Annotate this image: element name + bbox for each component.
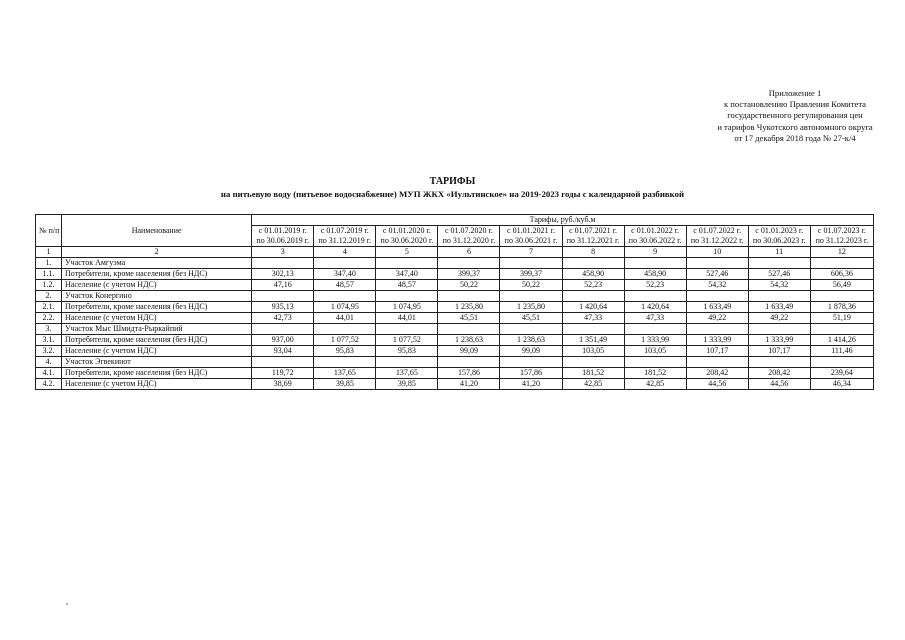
document-title: ТАРИФЫ xyxy=(429,176,476,187)
section-name: Участок Конергино xyxy=(62,291,252,302)
tariff-value: 1 414,26 xyxy=(810,335,873,346)
tariff-value: 181,52 xyxy=(562,368,624,379)
tariff-value: 41,20 xyxy=(500,379,562,390)
empty-cell xyxy=(314,291,376,302)
period-header xyxy=(624,226,686,247)
tariff-value: 399,37 xyxy=(500,269,562,280)
tariff-value: 47,16 xyxy=(252,280,314,291)
column-number: 10 xyxy=(686,247,748,258)
section-row xyxy=(36,357,874,368)
row-name: Население (с учетом НДС) xyxy=(62,280,252,291)
column-number: 8 xyxy=(562,247,624,258)
tariff-value: 181,52 xyxy=(624,368,686,379)
row-number: 1.2. xyxy=(36,280,62,291)
empty-cell xyxy=(810,357,873,368)
period-header xyxy=(686,226,748,247)
period-header xyxy=(252,226,314,247)
tariff-value: 95,83 xyxy=(314,346,376,357)
table-row xyxy=(36,346,874,357)
tariff-value: 48,57 xyxy=(314,280,376,291)
tariff-value: 1 333,99 xyxy=(686,335,748,346)
empty-cell xyxy=(624,324,686,335)
column-number: 12 xyxy=(810,247,873,258)
tariff-value: 399,37 xyxy=(438,269,500,280)
row-number: 1.1. xyxy=(36,269,62,280)
empty-cell xyxy=(686,324,748,335)
empty-cell xyxy=(252,291,314,302)
row-number: 2.1. xyxy=(36,302,62,313)
tariff-value: 1 633,49 xyxy=(748,302,810,313)
empty-cell xyxy=(624,357,686,368)
tariff-value: 48,57 xyxy=(376,280,438,291)
empty-cell xyxy=(314,258,376,269)
row-name: Население (с учетом НДС) xyxy=(62,379,252,390)
period-header xyxy=(810,226,873,247)
section-name: Участок Амгуэма xyxy=(62,258,252,269)
empty-cell xyxy=(562,324,624,335)
column-number: 1 xyxy=(36,247,62,258)
tariff-value: 45,51 xyxy=(500,313,562,324)
tariff-value: 1 420,64 xyxy=(624,302,686,313)
column-number: 11 xyxy=(748,247,810,258)
period-to: по 31.12.2020 г. xyxy=(442,236,496,245)
row-number: 4.1. xyxy=(36,368,62,379)
tariff-value: 50,22 xyxy=(500,280,562,291)
column-number: 3 xyxy=(252,247,314,258)
appendix-line: от 17 декабря 2018 года № 27-к/4 xyxy=(734,132,856,143)
empty-cell xyxy=(748,258,810,269)
tariff-value: 39,85 xyxy=(314,379,376,390)
tariff-value: 1 333,99 xyxy=(624,335,686,346)
tariff-value: 1 235,80 xyxy=(438,302,500,313)
tariff-value: 47,33 xyxy=(624,313,686,324)
tariff-value: 1 351,49 xyxy=(562,335,624,346)
period-from: с 01.07.2021 г. xyxy=(569,226,618,235)
empty-cell xyxy=(500,357,562,368)
column-number: 2 xyxy=(62,247,252,258)
tariff-value: 103,05 xyxy=(624,346,686,357)
tariff-value: 49,22 xyxy=(748,313,810,324)
empty-cell xyxy=(252,258,314,269)
empty-cell xyxy=(810,291,873,302)
section-row xyxy=(36,291,874,302)
appendix-line: Приложение 1 xyxy=(768,88,822,98)
empty-cell xyxy=(686,357,748,368)
empty-cell xyxy=(500,258,562,269)
header-row xyxy=(36,215,874,226)
tariff-value: 527,46 xyxy=(686,269,748,280)
empty-cell xyxy=(314,324,376,335)
tariff-value: 1 878,36 xyxy=(810,302,873,313)
empty-cell xyxy=(624,291,686,302)
tariff-value: 1 077,52 xyxy=(376,335,438,346)
tariff-value: 54,32 xyxy=(748,280,810,291)
period-to: по 30.06.2021 г. xyxy=(504,236,558,245)
column-number: 5 xyxy=(376,247,438,258)
tariff-value: 935,13 xyxy=(252,302,314,313)
tariff-value: 49,22 xyxy=(686,313,748,324)
tariff-table xyxy=(35,214,874,390)
row-number: 4.2. xyxy=(36,379,62,390)
period-from: с 01.01.2021 г. xyxy=(507,226,555,235)
empty-cell xyxy=(686,291,748,302)
tariff-value: 44,01 xyxy=(376,313,438,324)
tariff-value: 111,46 xyxy=(810,346,873,357)
tariff-value: 51,19 xyxy=(810,313,873,324)
empty-cell xyxy=(810,258,873,269)
tariff-value: 208,42 xyxy=(748,368,810,379)
section-row xyxy=(36,258,874,269)
empty-cell xyxy=(252,357,314,368)
period-from: с 01.01.2023 г. xyxy=(755,226,804,235)
row-name: Потребители, кроме населения (без НДС) xyxy=(62,335,252,346)
appendix-line: государственного регулирования цен xyxy=(727,110,863,121)
tariff-value: 1 235,80 xyxy=(500,302,562,313)
tariff-value: 38,69 xyxy=(252,379,314,390)
tariff-value: 47,33 xyxy=(562,313,624,324)
period-header xyxy=(562,226,624,247)
table-row xyxy=(36,269,874,280)
period-header xyxy=(748,226,810,247)
tariff-value: 119,72 xyxy=(252,368,314,379)
section-number: 2. xyxy=(36,291,62,302)
tariff-value: 99,09 xyxy=(500,346,562,357)
column-number: 9 xyxy=(624,247,686,258)
tariff-value: 1 238,63 xyxy=(500,335,562,346)
tariff-value: 50,22 xyxy=(438,280,500,291)
row-name: Потребители, кроме населения (без НДС) xyxy=(62,302,252,313)
tariff-value: 41,20 xyxy=(438,379,500,390)
tariff-value: 52,23 xyxy=(562,280,624,291)
section-number: 3. xyxy=(36,324,62,335)
column-number-row xyxy=(36,247,874,258)
period-from: с 01.07.2020 г. xyxy=(444,226,493,235)
section-name: Участок Мыс Шмидта-Рыркайпий xyxy=(62,324,252,335)
table-row xyxy=(36,302,874,313)
period-from: с 01.01.2022 г. xyxy=(631,226,680,235)
empty-cell xyxy=(500,291,562,302)
empty-cell xyxy=(438,324,500,335)
period-from: с 01.07.2019 г. xyxy=(320,226,369,235)
period-from: с 01.07.2022 г. xyxy=(693,226,742,235)
column-number: 4 xyxy=(314,247,376,258)
empty-cell xyxy=(748,291,810,302)
empty-cell xyxy=(376,291,438,302)
column-number: 7 xyxy=(500,247,562,258)
row-name: Потребители, кроме населения (без НДС) xyxy=(62,269,252,280)
empty-cell xyxy=(252,324,314,335)
appendix-header xyxy=(680,88,905,144)
section-name: Участок Эгвекинот xyxy=(62,357,252,368)
tariff-value: 606,36 xyxy=(810,269,873,280)
tariff-value: 107,17 xyxy=(686,346,748,357)
table-row xyxy=(36,313,874,324)
tariff-value: 46,34 xyxy=(810,379,873,390)
tariff-value: 1 238,63 xyxy=(438,335,500,346)
header-number: № п/п xyxy=(36,215,62,247)
tariff-value: 1 633,49 xyxy=(686,302,748,313)
tariff-value: 1 333,99 xyxy=(748,335,810,346)
empty-cell xyxy=(748,324,810,335)
tariff-value: 99,09 xyxy=(438,346,500,357)
tariff-value: 302,13 xyxy=(252,269,314,280)
period-from: с 01.01.2020 г. xyxy=(382,226,431,235)
tariff-value: 157,86 xyxy=(438,368,500,379)
appendix-line: и тарифов Чукотского автономного округа xyxy=(717,121,873,132)
tariff-value: 527,46 xyxy=(748,269,810,280)
tariff-value: 937,00 xyxy=(252,335,314,346)
table-row xyxy=(36,280,874,291)
header-tariffs: Тарифы, руб./куб.м xyxy=(252,215,874,226)
empty-cell xyxy=(500,324,562,335)
document-subtitle: на питьевую воду (питьевое водоснабжение) МУП ЖКХ «Иультинское» на 2019-2023 годы с календарной разбивкой xyxy=(220,189,685,199)
tariff-value: 95,83 xyxy=(376,346,438,357)
scan-speck xyxy=(66,603,68,605)
tariff-value: 44,56 xyxy=(748,379,810,390)
tariff-value: 137,65 xyxy=(314,368,376,379)
row-name: Население (с учетом НДС) xyxy=(62,313,252,324)
tariff-value: 458,90 xyxy=(624,269,686,280)
period-header xyxy=(500,226,562,247)
table-row xyxy=(36,368,874,379)
tariff-value: 44,01 xyxy=(314,313,376,324)
tariff-value: 347,40 xyxy=(376,269,438,280)
tariff-value: 44,56 xyxy=(686,379,748,390)
tariff-value: 93,04 xyxy=(252,346,314,357)
period-to: по 30.06.2022 г. xyxy=(628,236,682,245)
empty-cell xyxy=(314,357,376,368)
section-row xyxy=(36,324,874,335)
empty-cell xyxy=(562,258,624,269)
column-number: 6 xyxy=(438,247,500,258)
row-number: 2.2. xyxy=(36,313,62,324)
period-to: по 31.12.2022 г. xyxy=(690,236,744,245)
section-number: 1. xyxy=(36,258,62,269)
empty-cell xyxy=(748,357,810,368)
tariff-value: 239,64 xyxy=(810,368,873,379)
tariff-value: 52,23 xyxy=(624,280,686,291)
tariff-value: 1 420,64 xyxy=(562,302,624,313)
tariff-value: 137,65 xyxy=(376,368,438,379)
tariff-value: 42,73 xyxy=(252,313,314,324)
row-number: 3.1. xyxy=(36,335,62,346)
tariff-value: 42,85 xyxy=(562,379,624,390)
appendix-line: к постановлению Правления Комитета xyxy=(723,99,866,110)
empty-cell xyxy=(686,258,748,269)
empty-cell xyxy=(624,258,686,269)
empty-cell xyxy=(376,324,438,335)
empty-cell xyxy=(438,357,500,368)
tariff-value: 103,05 xyxy=(562,346,624,357)
period-header xyxy=(314,226,376,247)
empty-cell xyxy=(438,258,500,269)
tariff-value: 107,17 xyxy=(748,346,810,357)
tariff-value: 39,85 xyxy=(376,379,438,390)
empty-cell xyxy=(810,324,873,335)
tariff-value: 42,85 xyxy=(624,379,686,390)
tariff-value: 56,49 xyxy=(810,280,873,291)
empty-cell xyxy=(562,357,624,368)
period-header xyxy=(376,226,438,247)
period-to: по 30.06.2020 г. xyxy=(380,236,434,245)
period-from: с 01.01.2019 г. xyxy=(258,226,307,235)
table-row xyxy=(36,335,874,346)
tariff-value: 347,40 xyxy=(314,269,376,280)
table-row xyxy=(36,379,874,390)
row-name: Потребители, кроме населения (без НДС) xyxy=(62,368,252,379)
empty-cell xyxy=(376,258,438,269)
period-to: по 31.12.2021 г. xyxy=(566,236,620,245)
section-number: 4. xyxy=(36,357,62,368)
tariff-value: 45,51 xyxy=(438,313,500,324)
period-from: с 01.07.2023 г. xyxy=(817,226,866,235)
empty-cell xyxy=(376,357,438,368)
tariff-value: 1 077,52 xyxy=(314,335,376,346)
period-to: по 30.06.2023 г. xyxy=(752,236,806,245)
header-name: Наименование xyxy=(62,215,252,247)
tariff-value: 157,86 xyxy=(500,368,562,379)
tariff-value: 208,42 xyxy=(686,368,748,379)
period-to: по 31.12.2019 г. xyxy=(318,236,372,245)
period-header xyxy=(438,226,500,247)
row-name: Население (с учетом НДС) xyxy=(62,346,252,357)
row-number: 3.2. xyxy=(36,346,62,357)
empty-cell xyxy=(562,291,624,302)
period-to: по 31.12.2023 г. xyxy=(815,236,869,245)
empty-cell xyxy=(438,291,500,302)
tariff-value: 1 074,95 xyxy=(314,302,376,313)
tariff-value: 1 074,95 xyxy=(376,302,438,313)
tariff-value: 458,90 xyxy=(562,269,624,280)
period-to: по 30.06.2019 г. xyxy=(256,236,310,245)
tariff-value: 54,32 xyxy=(686,280,748,291)
